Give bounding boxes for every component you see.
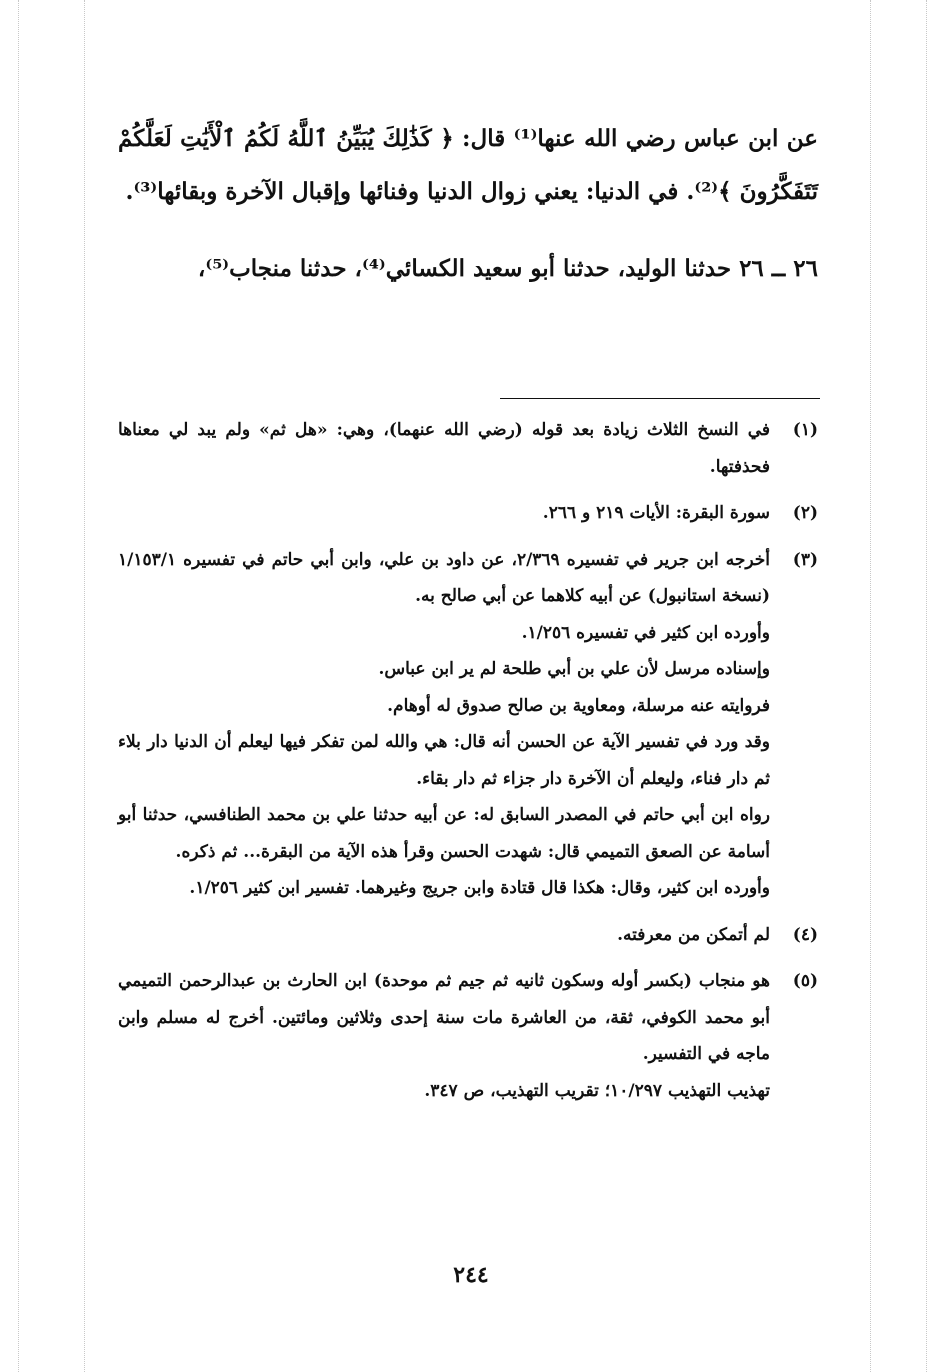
page-number: ٢٤٤ xyxy=(453,1262,489,1288)
main-text xyxy=(118,112,818,295)
footnote-line: وإسناده مرسل لأن علي بن أبي طلحة لم ير ابن عباس. xyxy=(378,659,770,679)
footnote-line: سورة البقرة: الأيات ٢١٩ و ٢٦٦. xyxy=(542,503,770,523)
footnote-line: رواه ابن أبي حاتم في المصدر السابق له: عن أبيه حدثنا علي بن محمد الطنافسي، حدثنا أبو أسامة عن الصعق التميمي قال: شهدت الحسن وقرأ هذه الآية من البقرة... ثم ذكره. xyxy=(118,805,770,862)
footnote-number: (١) xyxy=(792,420,818,440)
footnote-text xyxy=(118,917,770,954)
footnote-line: تهذيب التهذيب ١٠/٢٩٧؛ تقريب التهذيب، ص ٣٤٧. xyxy=(424,1080,770,1101)
main-paragraph: عن ابن عباس رضي الله عنها⁽¹⁾ قال: ﴿ كَذَٰلِكَ يُبَيِّنُ ٱللَّهُ لَكُمُ ٱلْأَيَٰتِ لَعَلَّكُمْ تَتَفَكَّرُونَ ﴾⁽²⁾. في الدنيا: يعني زوال الدنيا وفنائها وإقبال الآخرة وبقائها⁽³⁾. xyxy=(118,125,819,205)
footnote-number: (٥) xyxy=(792,971,818,991)
footnote-line: هو منجاب (بكسر أوله وسكون ثانيه ثم جيم ثم موحدة) ابن الحارث بن عبدالرحمن التميمي أبو محمد الكوفي، ثقة، من العاشرة مات سنة إحدى وثلاثين ومائتين. أخرج له مسلم وابن ماجه في التفسير. xyxy=(118,971,770,1064)
footnote-text xyxy=(118,495,770,532)
footnote xyxy=(118,412,818,485)
footnote-separator xyxy=(500,398,820,399)
footnote xyxy=(118,917,818,954)
footnotes-section xyxy=(118,412,818,1119)
scan-margin-dots xyxy=(84,0,85,1372)
scan-margin-dots xyxy=(870,0,871,1372)
hadith-chain-line: ٢٦ ــ ٢٦ حدثنا الوليد، حدثنا أبو سعيد الكسائي⁽⁴⁾، حدثنا منجاب⁽⁵⁾، xyxy=(197,255,818,282)
footnote xyxy=(118,495,818,532)
footnote-line: وقد ورد في تفسير الآية عن الحسن أنه قال: هي والله لمن تفكر فيها ليعلم أن الدنيا دار بلاء ثم دار فناء، وليعلم أن الآخرة دار جزاء ثم دار بقاء. xyxy=(118,732,770,789)
footnote-text xyxy=(118,963,770,1109)
footnote xyxy=(118,963,818,1109)
scan-margin-dots xyxy=(926,0,927,1372)
footnote-text xyxy=(118,542,770,907)
footnote-line: وأورده ابن كثير، وقال: هكذا قال قتادة وابن جريج وغيرهما. تفسير ابن كثير ١/٢٥٦. xyxy=(189,878,770,898)
footnote-line: في النسخ الثلاث زيادة بعد قوله (رضي الله عنهما)، وهي: «هل ثم» ولم يبد لي معناها فحذفتها. xyxy=(118,420,770,477)
footnote-number: (٤) xyxy=(792,924,818,945)
footnote-line: فروايته عنه مرسلة، ومعاوية بن صالح صدوق له أوهام. xyxy=(387,695,770,716)
footnote-number: (٣) xyxy=(792,549,818,570)
footnote xyxy=(118,542,818,907)
footnote-line: وأورده ابن كثير في تفسيره ١/٢٥٦. xyxy=(521,622,770,643)
footnote-line: لم أتمكن من معرفته. xyxy=(617,924,770,945)
footnote-number: (٢) xyxy=(792,503,818,523)
scan-margin-dots xyxy=(18,0,19,1372)
footnote-line: أخرجه ابن جرير في تفسيره ٢/٣٦٩، عن داود بن علي، وابن أبي حاتم في تفسيره ١/١٥٣/١ (نسخة استانبول) عن أبيه كلاهما عن أبي صالح به. xyxy=(118,549,770,606)
footnote-text xyxy=(118,412,770,485)
